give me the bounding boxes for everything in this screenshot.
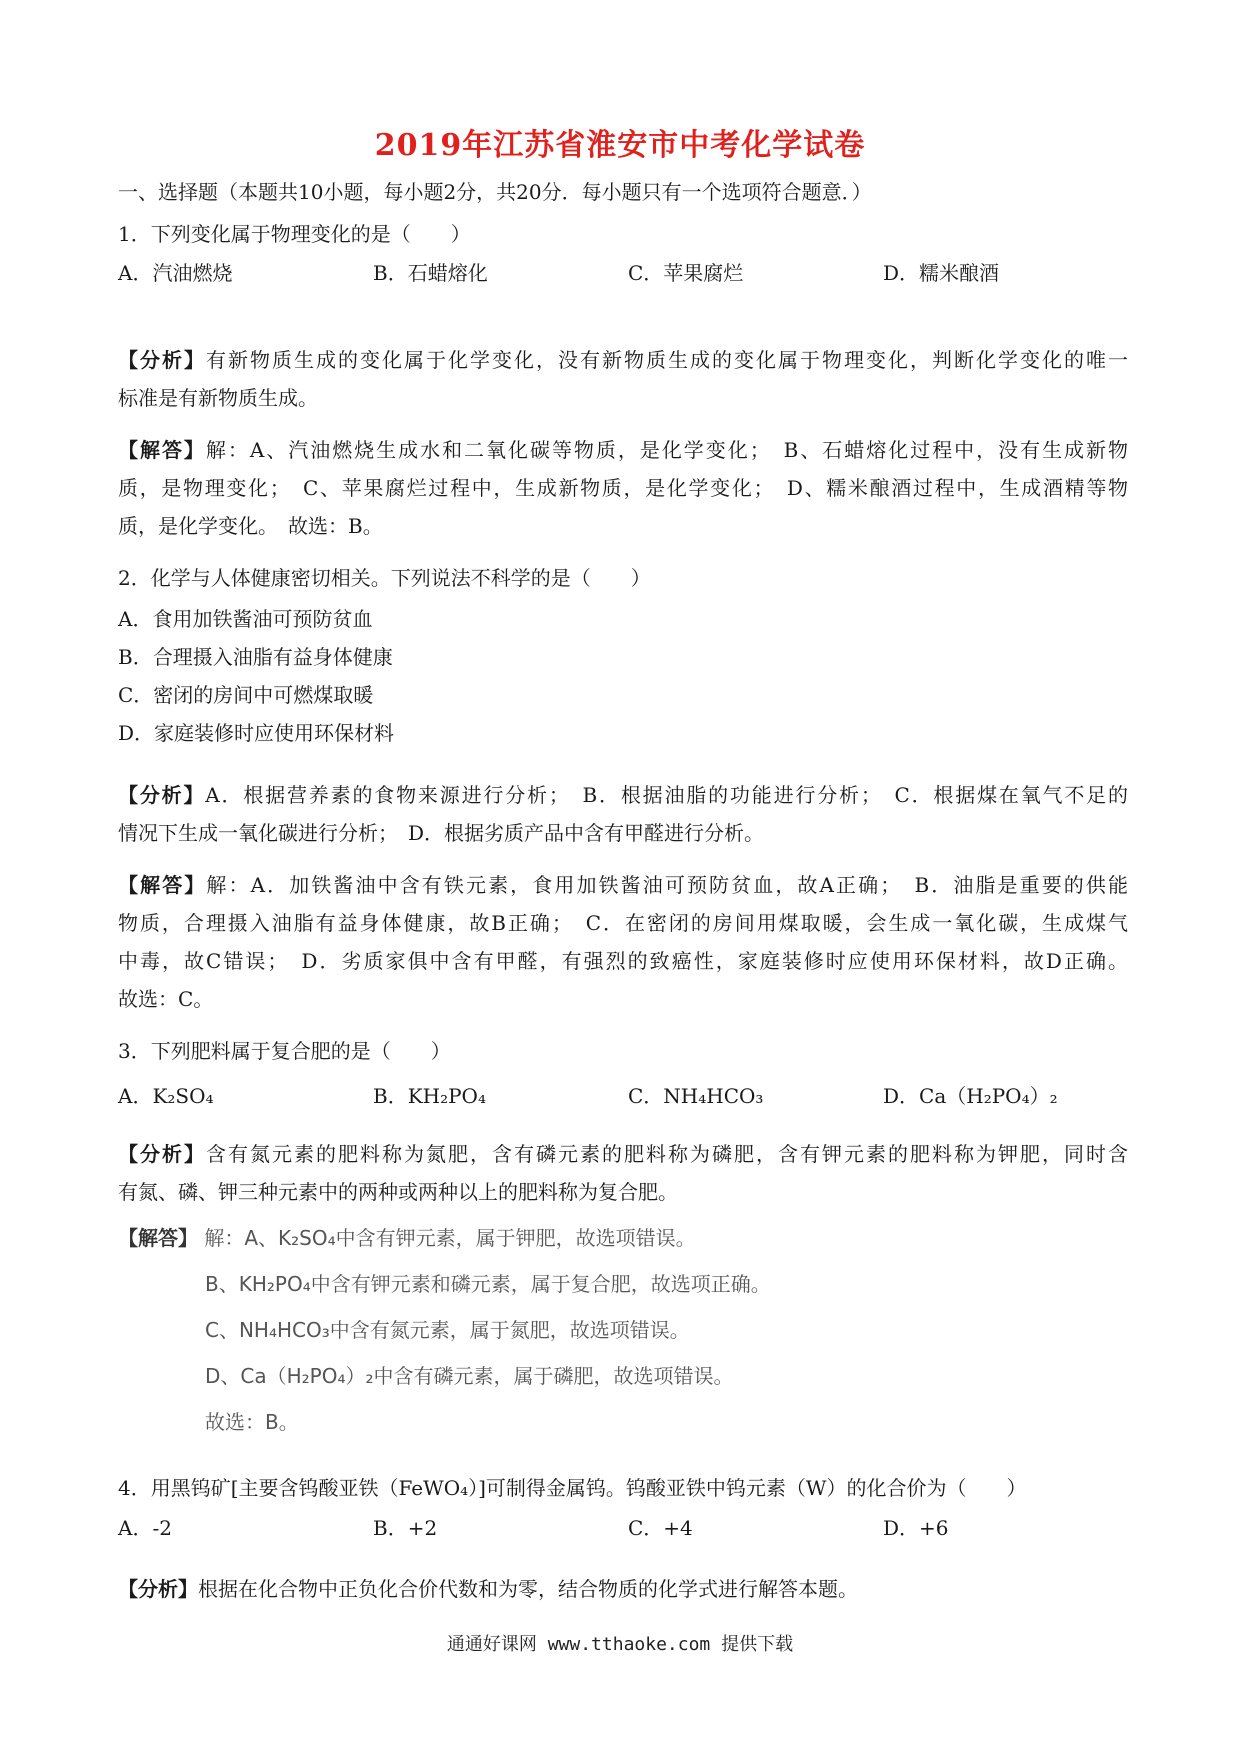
q2-analysis-line1: 【分析】A．根据营养素的食物来源进行分析； B．根据油脂的功能进行分析； C．根据煤在氧气不足的 [118, 783, 1128, 807]
q2-stem: 2．化学与人体健康密切相关。下列说法不科学的是（ ） [118, 566, 651, 590]
q4-analysis-line1: 【分析】根据在化合物中正负化合价代数和为零，结合物质的化学式进行解答本题。 [118, 1577, 858, 1601]
q3-answer-line1: 【解答】 解：A、K₂SO₄中含有钾元素，属于钾肥，故选项错误。 [118, 1226, 696, 1250]
q2-option-b: B．合理摄入油脂有益身体健康 [118, 645, 393, 669]
q1-analysis-line1: 【分析】有新物质生成的变化属于化学变化，没有新物质生成的变化属于物理变化，判断化学变化的唯一 [118, 348, 1128, 372]
q2-answer-line1: 【解答】解：A．加铁酱油中含有铁元素，食用加铁酱油可预防贫血，故A正确； B．油脂是重要的供能 [118, 873, 1128, 897]
q2-analysis-line2: 情况下生成一氧化碳进行分析； D．根据劣质产品中含有甲醛进行分析。 [118, 821, 765, 845]
q3-answer-line4: D、Ca（H₂PO₄）₂中含有磷元素，属于磷肥，故选项错误。 [205, 1364, 734, 1388]
q3-option-d: D．Ca（H₂PO₄）₂ [883, 1084, 1058, 1108]
q1-stem: 1．下列变化属于物理变化的是（ ） [118, 222, 471, 246]
answer-label: 【解答】 [118, 438, 206, 462]
q1-analysis-line2: 标准是有新物质生成。 [118, 386, 318, 410]
q3-answer-line5: 故选：B。 [205, 1410, 299, 1434]
q2-answer-line2: 物质，合理摄入油脂有益身体健康，故B正确； C．在密闭的房间用煤取暖，会生成一氧化碳，生成煤气 [118, 911, 1128, 935]
q1-answer-line3: 质，是化学变化。 故选：B。 [118, 514, 383, 538]
q2-answer-line3: 中毒，故C错误； D．劣质家俱中含有甲醛，有强烈的致癌性，家庭装修时应使用环保材料，故D正确。 [118, 949, 1128, 973]
q4-option-a: A．-2 [118, 1516, 172, 1540]
q4-option-d: D．+6 [883, 1516, 949, 1540]
q2-answer-line4: 故选：C。 [118, 987, 214, 1011]
section-heading: 一、选择题（本题共10小题，每小题2分，共20分．每小题只有一个选项符合题意．） [118, 180, 872, 204]
q3-answer-line3: C、NH₄HCO₃中含有氮元素，属于氮肥，故选项错误。 [205, 1318, 690, 1342]
q3-option-a: A．K₂SO₄ [118, 1084, 214, 1108]
page-title: 2019年江苏省淮安市中考化学试卷 [374, 128, 866, 163]
q2-option-d: D．家庭装修时应使用环保材料 [118, 721, 395, 745]
q1-answer-line1: 【解答】解：A、汽油燃烧生成水和二氧化碳等物质，是化学变化； B、石蜡熔化过程中，没有生成新物 [118, 438, 1129, 462]
q2-option-a: A．食用加铁酱油可预防贫血 [118, 607, 373, 631]
page-footer: 通通好课网 www.tthaoke.com 提供下载 [446, 1634, 794, 1655]
q4-option-c: C．+4 [628, 1516, 693, 1540]
q4-option-b: B．+2 [373, 1516, 438, 1540]
q4-stem: 4．用黑钨矿[主要含钨酸亚铁（FeWO₄）]可制得金属钨。钨酸亚铁中钨元素（W）的化合价为（ ） [118, 1476, 1027, 1500]
q2-option-c: C．密闭的房间中可燃煤取暖 [118, 683, 374, 707]
q1-answer-line2: 质，是物理变化； C、苹果腐烂过程中，生成新物质，是化学变化； D、糯米酿酒过程中，生成酒精等物 [118, 476, 1128, 500]
q1-option-d: D．糯米酿酒 [883, 261, 1000, 285]
q3-option-c: C．NH₄HCO₃ [628, 1084, 764, 1108]
q1-option-b: B．石蜡熔化 [373, 261, 488, 285]
q3-analysis-line2: 有氮、磷、钾三种元素中的两种或两种以上的肥料称为复合肥。 [118, 1180, 678, 1204]
q1-option-c: C．苹果腐烂 [628, 261, 744, 285]
q3-option-b: B．KH₂PO₄ [373, 1084, 486, 1108]
q3-stem: 3．下列肥料属于复合肥的是（ ） [118, 1039, 451, 1063]
q1-option-a: A．汽油燃烧 [118, 261, 233, 285]
q3-analysis-line1: 【分析】含有氮元素的肥料称为氮肥，含有磷元素的肥料称为磷肥，含有钾元素的肥料称为钾肥，同时含 [118, 1142, 1128, 1166]
analysis-label: 【分析】 [118, 348, 206, 372]
q3-answer-line2: B、KH₂PO₄中含有钾元素和磷元素，属于复合肥，故选项正确。 [205, 1272, 771, 1296]
